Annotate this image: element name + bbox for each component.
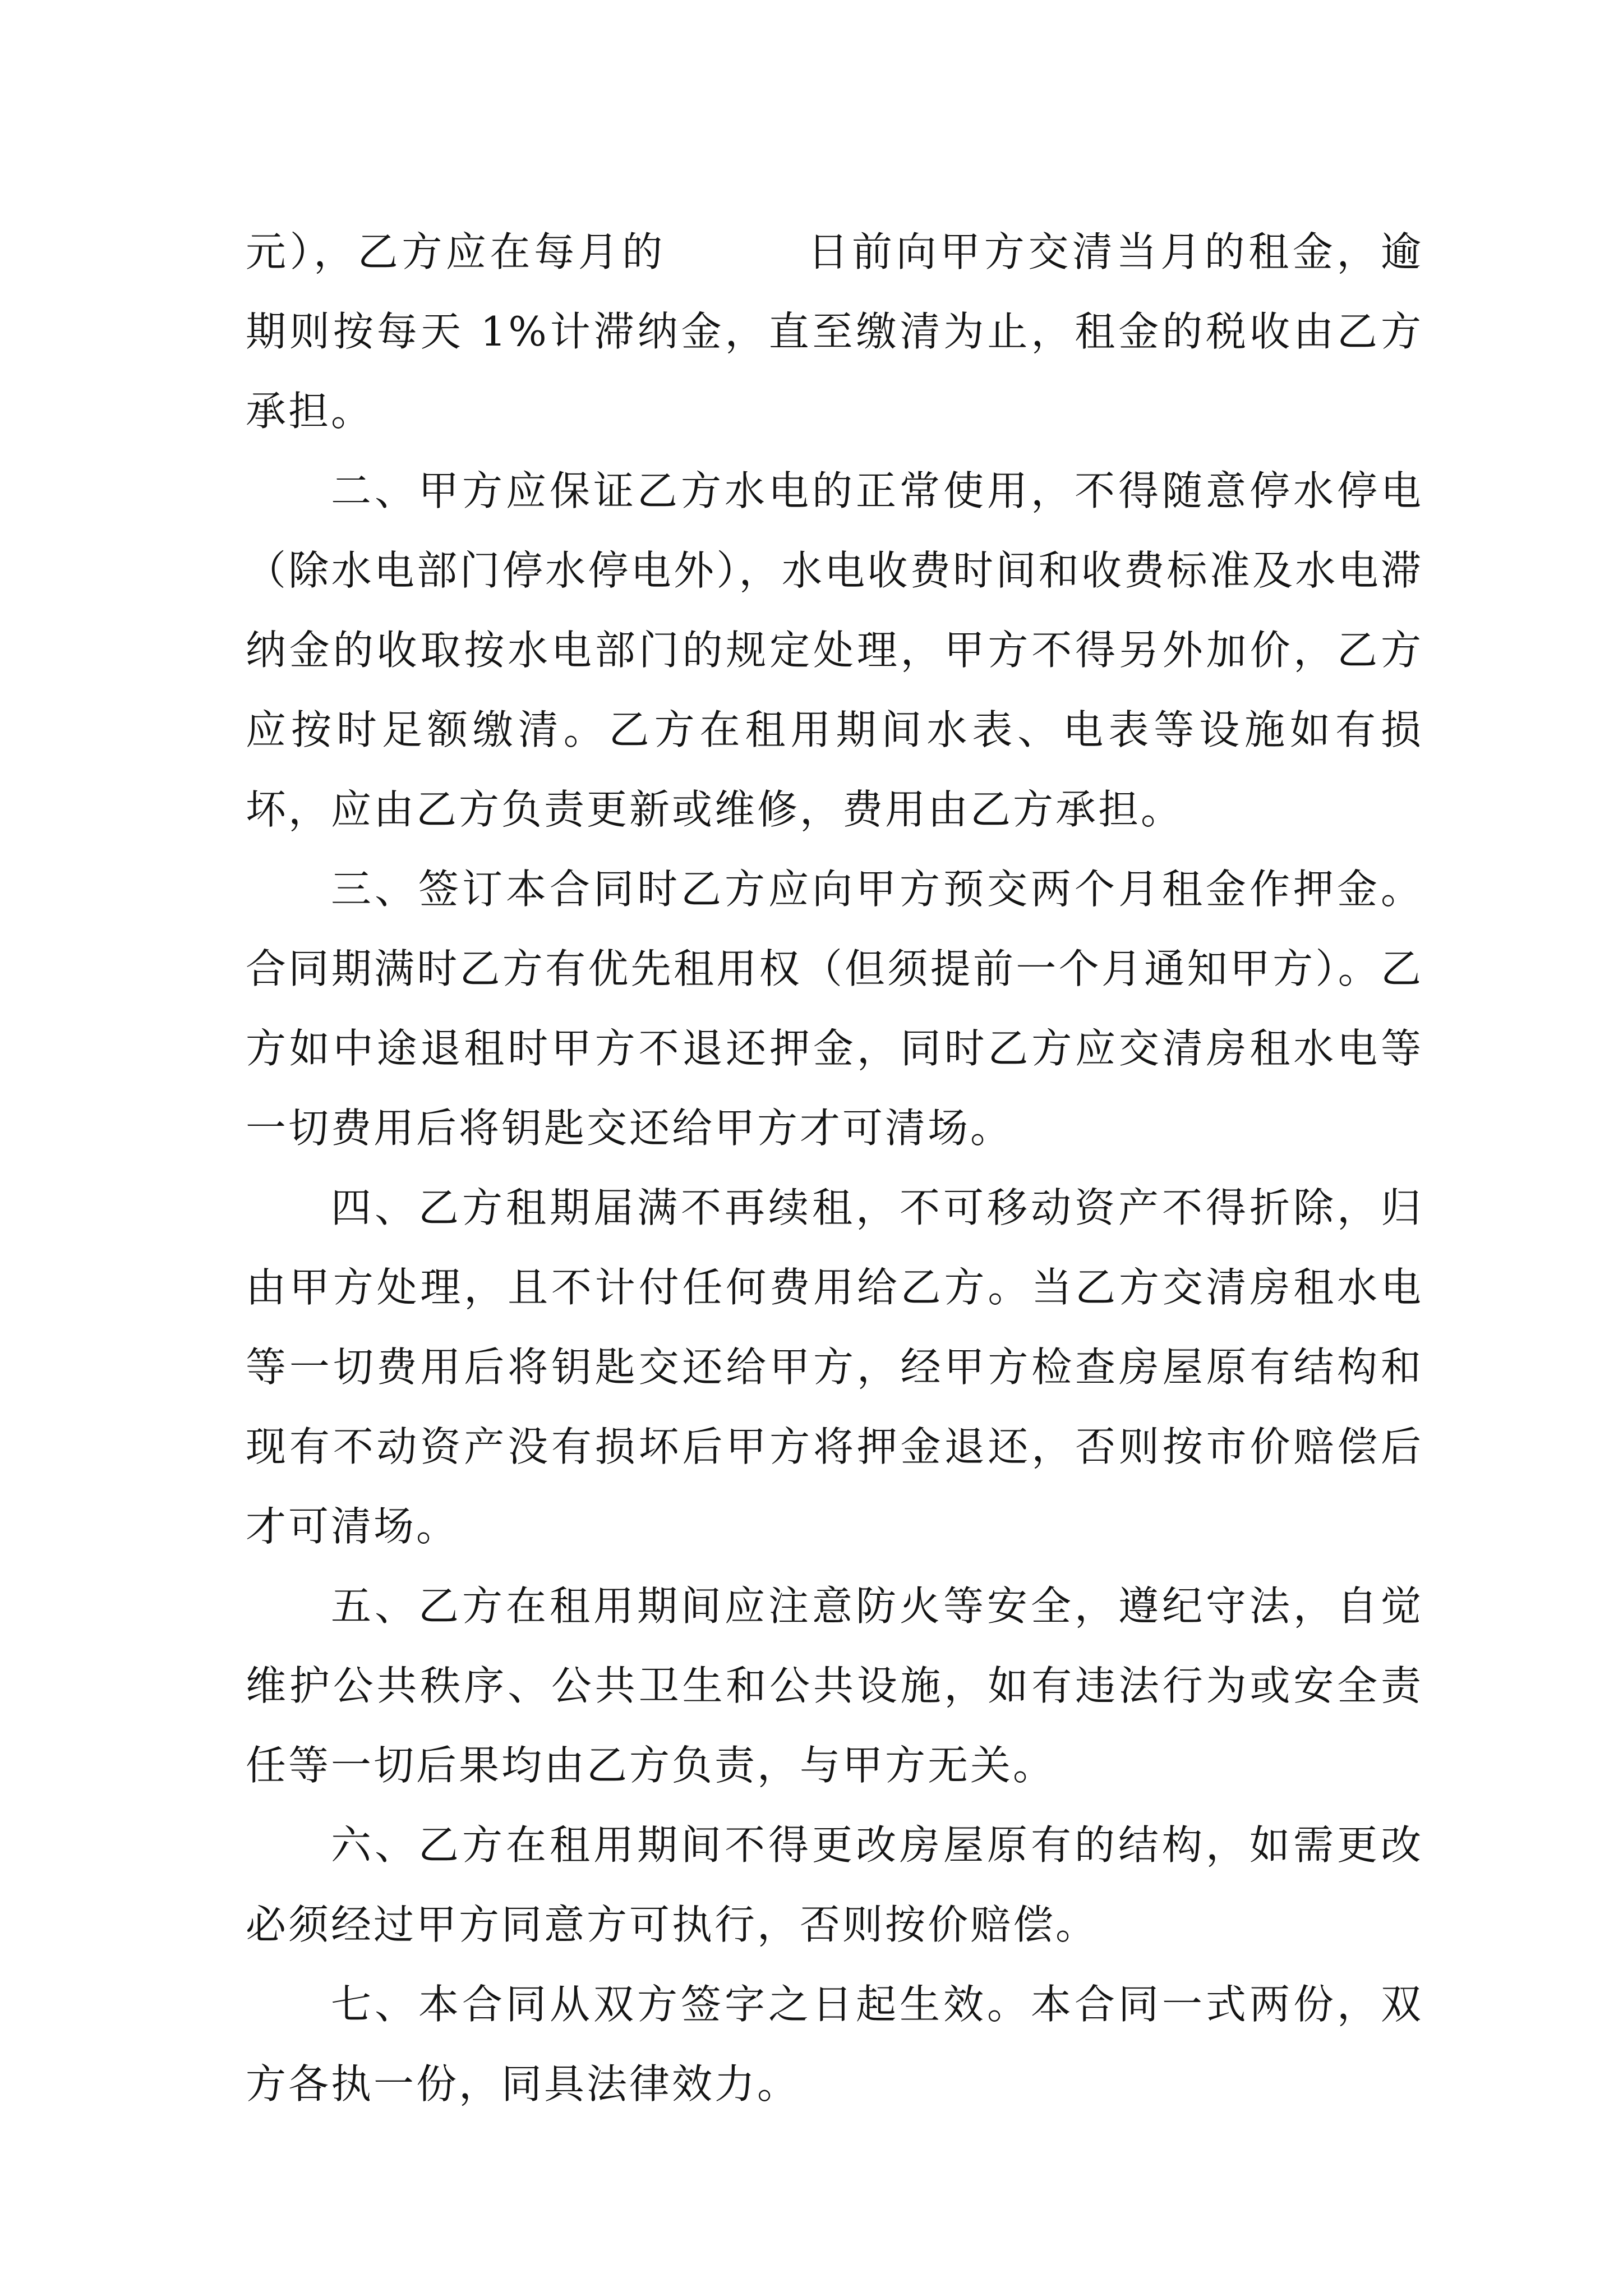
rent-payment-text-before-blank: 元），乙方应在每月的 — [246, 228, 666, 275]
paragraph-clause-7-effect: 七、本合同从双方签字之日起生效。本合同一式两份，双方各执一份，同具法律效力。 — [246, 1981, 1423, 2108]
rent-payment-text-after-blank: 日前向甲方交清当月的租金，逾期则按每天 1%计滞纳金，直至缴清为止，租金的税收由乙方承担。 — [246, 228, 1423, 435]
paragraph-clause-2-utilities: 二、甲方应保证乙方水电的正常使用，不得随意停水停电（除水电部门停水停电外），水电收费时间和收费标准及水电滞纳金的收取按水电部门的规定处理，甲方不得另外加价，乙方应按时足额缴清。乙方在租用期间水表、电表等设施如有损坏，应由乙方负责更新或维修，费用由乙方承担。 — [246, 467, 1423, 833]
paragraph-clause-5-safety: 五、乙方在租用期间应注意防火等安全，遵纪守法，自觉维护公共秩序、公共卫生和公共设施，如有违法行为或安全责任等一切后果均由乙方负责，与甲方无关。 — [246, 1582, 1423, 1789]
contract-body — [246, 212, 1423, 2124]
paragraph-rent-payment-continuation — [246, 212, 1423, 451]
paragraph-clause-6-structure: 六、乙方在租用期间不得更改房屋原有的结构，如需更改必须经过甲方同意方可执行，否则按价赔偿。 — [246, 1821, 1423, 1948]
paragraph-clause-4-lease-expiry: 四、乙方租期届满不再续租，不可移动资产不得折除，归由甲方处理，且不计付任何费用给乙方。当乙方交清房租水电等一切费用后将钥匙交还给甲方，经甲方检查房屋原有结构和现有不动资产没有损坏后甲方将押金退还，否则按市价赔偿后才可清场。 — [246, 1184, 1423, 1550]
paragraph-clause-3-deposit: 三、签订本合同时乙方应向甲方预交两个月租金作押金。合同期满时乙方有优先租用权（但须提前一个月通知甲方）。乙方如中途退租时甲方不退还押金，同时乙方应交清房租水电等一切费用后将钥匙交还给甲方才可清场。 — [246, 866, 1423, 1152]
